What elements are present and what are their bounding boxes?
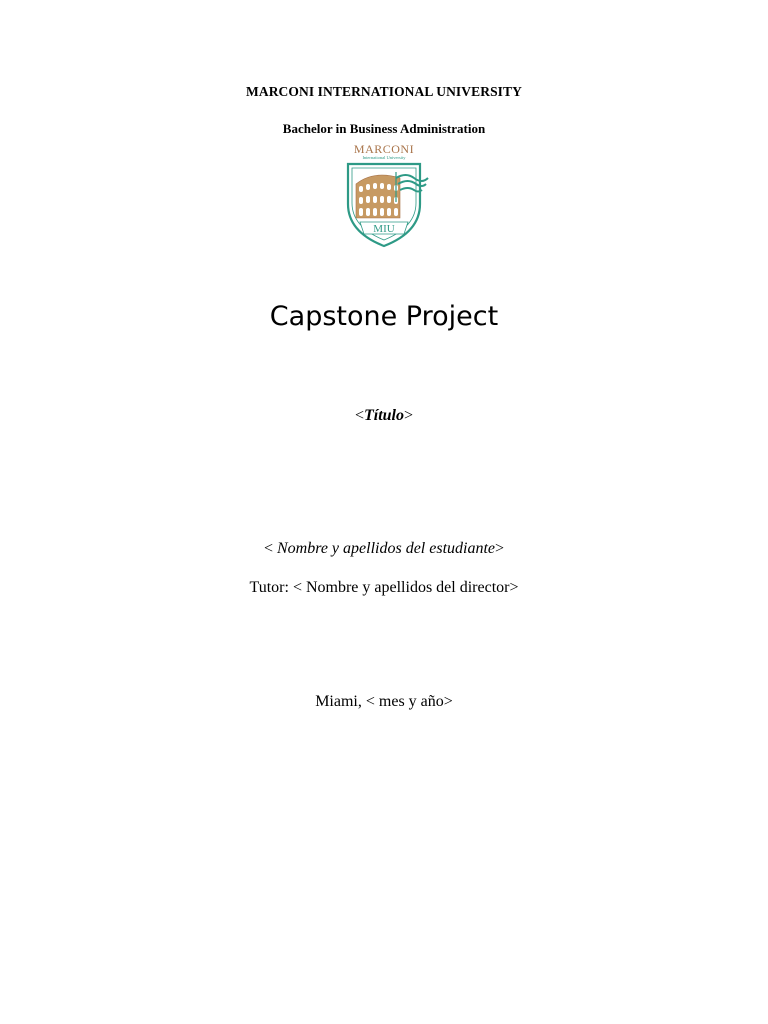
student-label: Nombre y apellidos del estudiante	[276, 540, 496, 557]
student-name-placeholder	[0, 540, 768, 558]
logo-subtitle: International University	[362, 155, 406, 160]
thesis-title-placeholder	[0, 407, 768, 425]
university-name: MARCONI INTERNATIONAL UNIVERSITY	[246, 84, 522, 99]
tutor-line: Tutor: < Nombre y apellidos del director>	[249, 579, 519, 596]
logo-initials: MIU	[373, 223, 395, 235]
titulo-open-bracket: <	[354, 407, 364, 424]
university-logo	[338, 142, 430, 250]
document-title: Capstone Project	[269, 301, 499, 332]
titulo-label: Título	[363, 407, 404, 424]
program-name: Bachelor in Business Administration	[282, 121, 486, 136]
student-open-bracket: <	[263, 540, 277, 557]
logo-wordmark: MARCONI	[353, 142, 415, 156]
place-date-line: Miami, < mes y año>	[315, 693, 453, 710]
titulo-close-bracket: >	[404, 407, 414, 424]
student-close-bracket: >	[495, 540, 505, 557]
